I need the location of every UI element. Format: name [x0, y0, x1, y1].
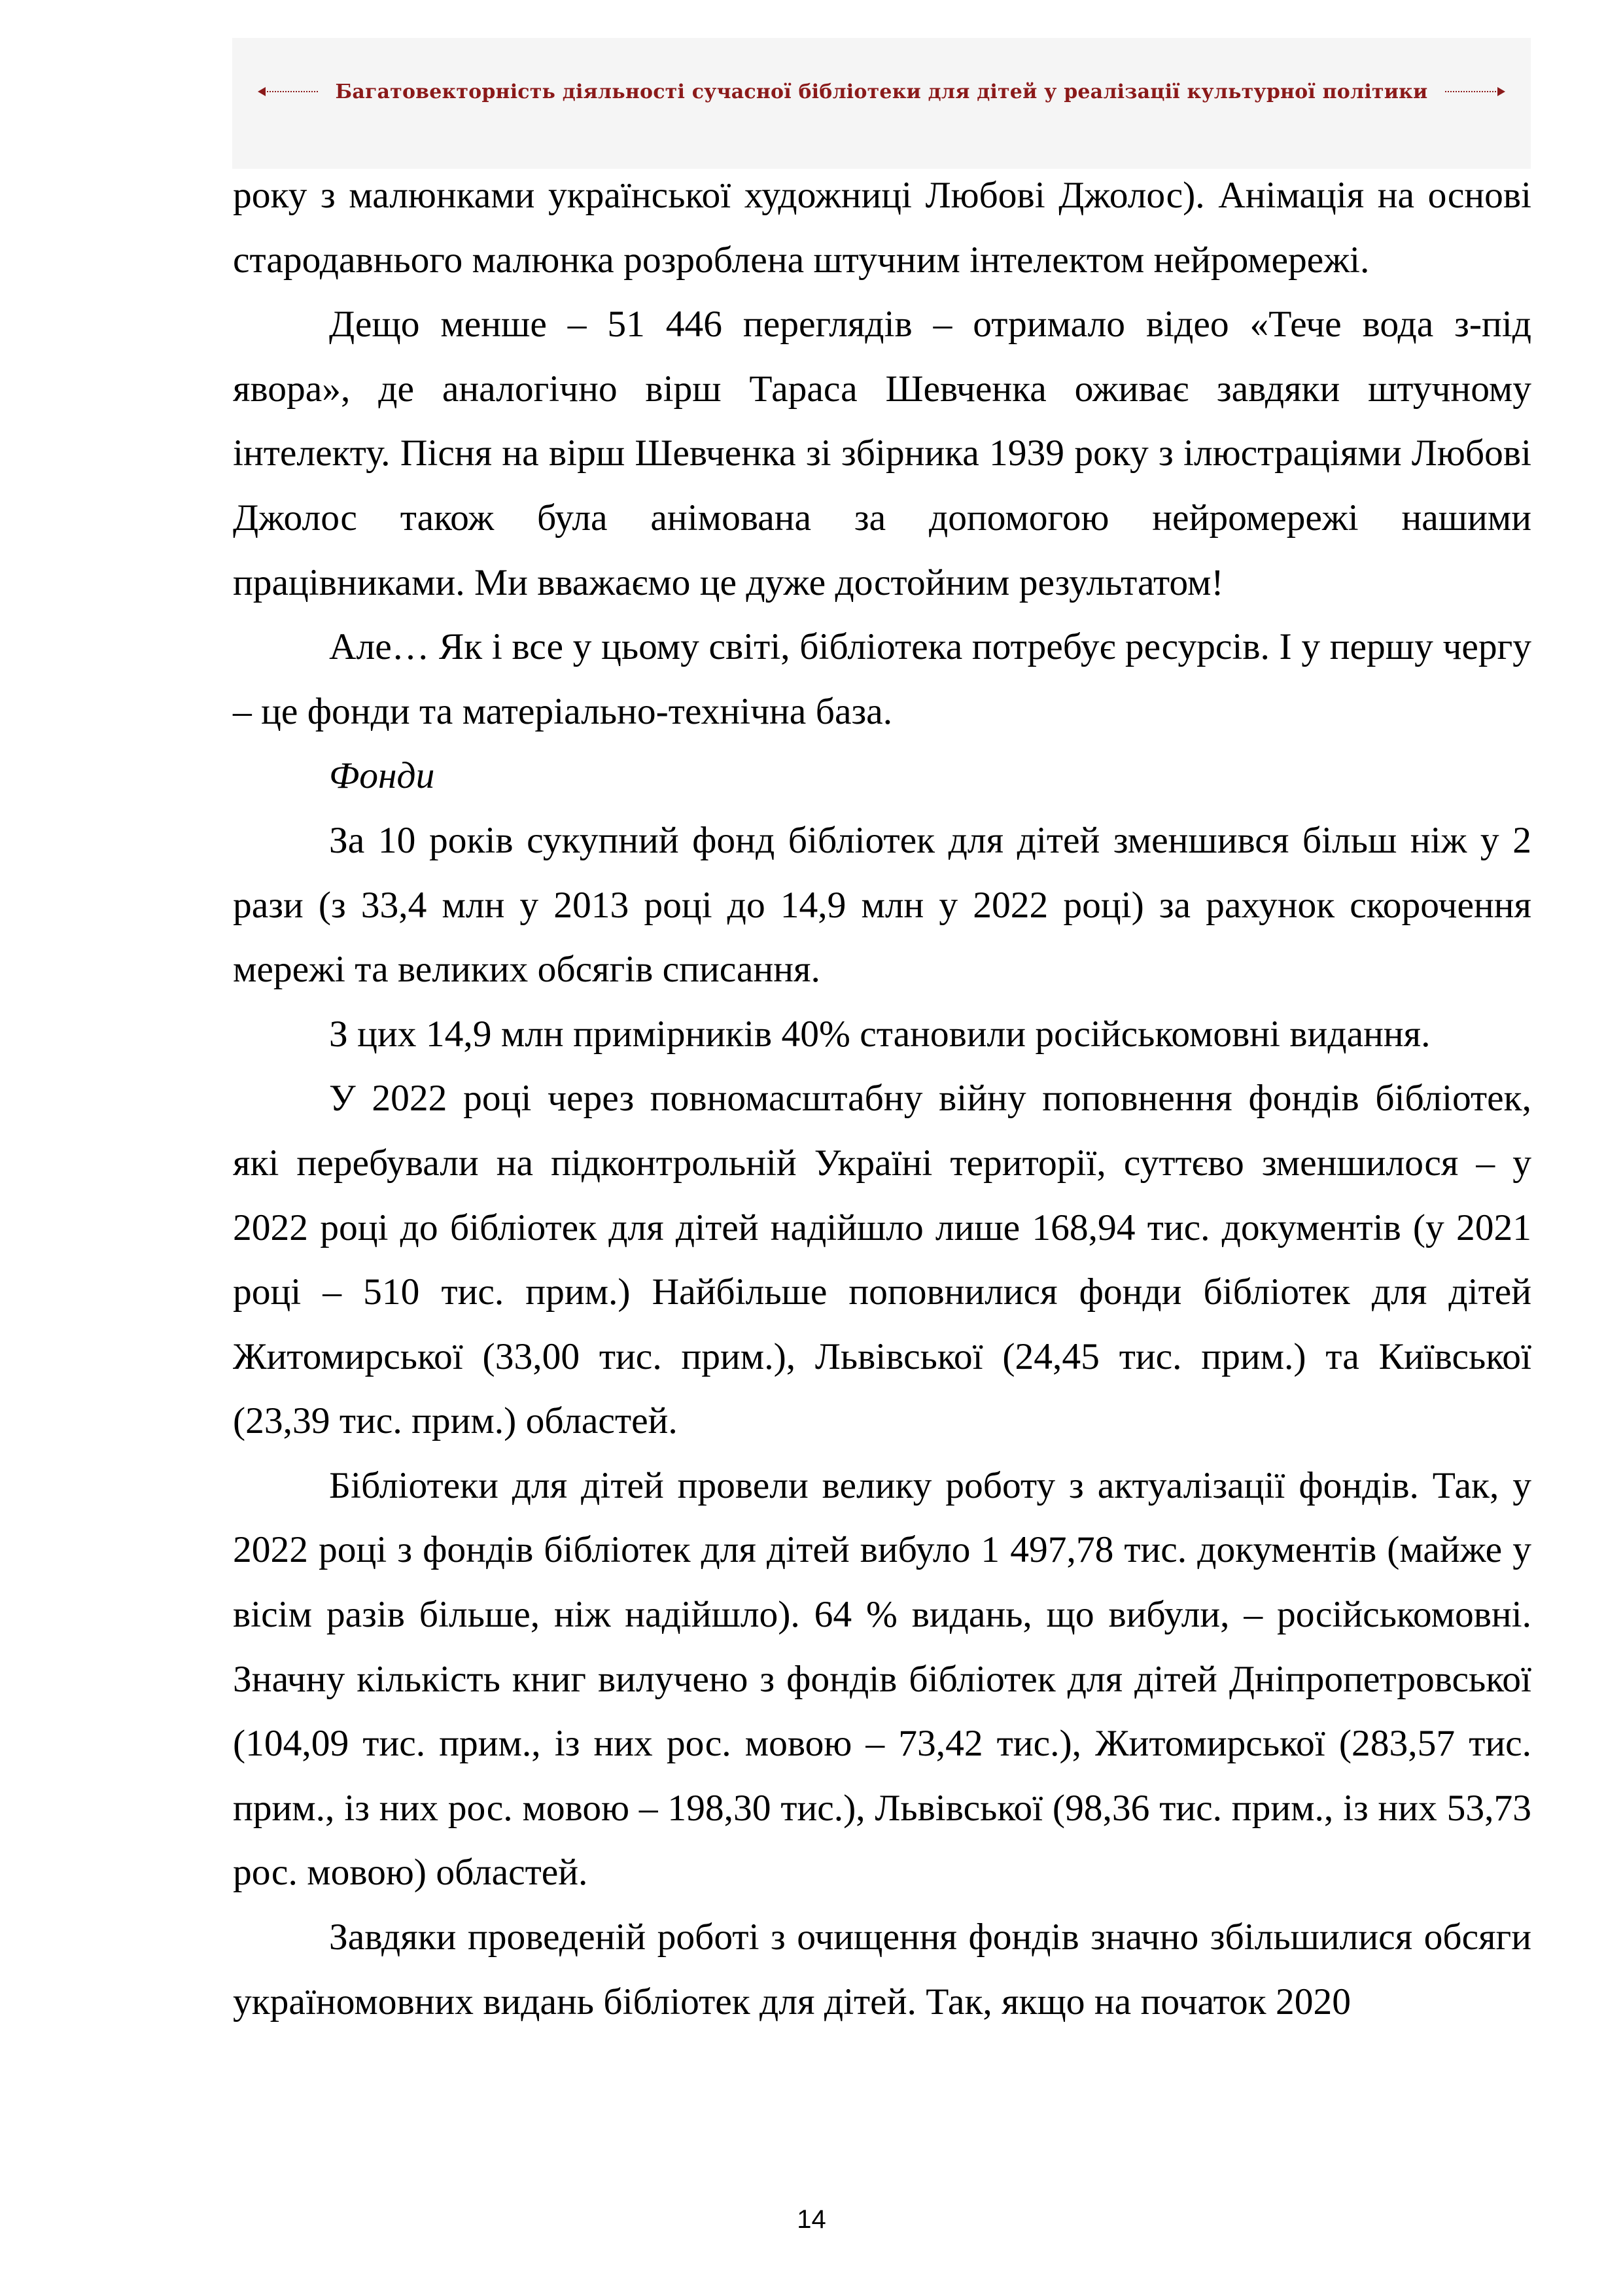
page-number: 14: [797, 2205, 826, 2234]
running-header: [232, 38, 1531, 169]
paragraph: Але… Як і все у цьому світі, бібліотека потребує ресурсів. І у першу чергу – це фонди та матеріально-технічна база.: [233, 626, 1531, 732]
page-body: [233, 164, 1531, 2034]
paragraph: Бібліотеки для дітей провели велику роботу з актуалізації фондів. Так, у 2022 році з фондів бібліотек для дітей вибуло 1 497,78 тис. документів (майже у вісім разів більше, ніж надійшло). 64 % видань, що вибули, – російськомовні. Значну кількість книг вилучено з фондів бібліотек для дітей Дніпропетровської (104,09 тис. прим., із них рос. мовою – 73,42 тис.), Житомирської (283,57 тис. прим., із них рос. мовою – 198,30 тис.), Львівської (98,36 тис. прим., із них 53,73 рос. мовою) областей.: [233, 1464, 1531, 1894]
arrow-left-icon: [259, 91, 318, 92]
arrow-right-icon: [1445, 91, 1504, 92]
paragraph: За 10 років сукупний фонд бібліотек для дітей зменшився більш ніж у 2 рази (з 33,4 млн у 2013 році до 14,9 млн у 2022 році) за рахунок скорочення мережі та великих обсягів списання.: [233, 819, 1531, 991]
paragraph: року з малюнками української художниці Любові Джолос). Анімація на основі стародавнього малюнка розроблена штучним інтелектом нейромережі.: [233, 175, 1531, 281]
running-header-line: [232, 79, 1531, 105]
section-heading: Фонди: [329, 755, 435, 797]
paragraph: Дещо менше – 51 446 переглядів – отримало відео «Тече вода з-під явора», де аналогічно вірш Тараса Шевченка оживає завдяки штучному інтелекту. Пісня на вірш Шевченка зі збірника 1939 року з ілюстраціями Любові Джолос також була анімована за допомогою нейромережі нашими працівниками. Ми вважаємо це дуже достойним результатом!: [233, 304, 1531, 603]
paragraph: У 2022 році через повномасштабну війну поповнення фондів бібліотек, які перебували на підконтрольній Україні території, суттєво зменшилося – у 2022 році до бібліотек для дітей надійшло лише 168,94 тис. документів (у 2021 році – 510 тис. прим.) Найбільше поповнилися фонди бібліотек для дітей Житомирської (33,00 тис. прим.), Львівської (24,45 тис. прим.) та Київської (23,39 тис. прим.) областей.: [233, 1078, 1531, 1442]
paragraph: З цих 14,9 млн примірників 40% становили російськомовні видання.: [329, 1013, 1431, 1055]
paragraph: Завдяки проведеній роботі з очищення фондів значно збільшилися обсяги україномовних видань бібліотек для дітей. Так, якщо на початок 2020: [233, 1916, 1531, 2022]
running-title: Багатовекторність діяльності сучасної бібліотеки для дітей у реалізації культурної політики: [335, 80, 1428, 103]
